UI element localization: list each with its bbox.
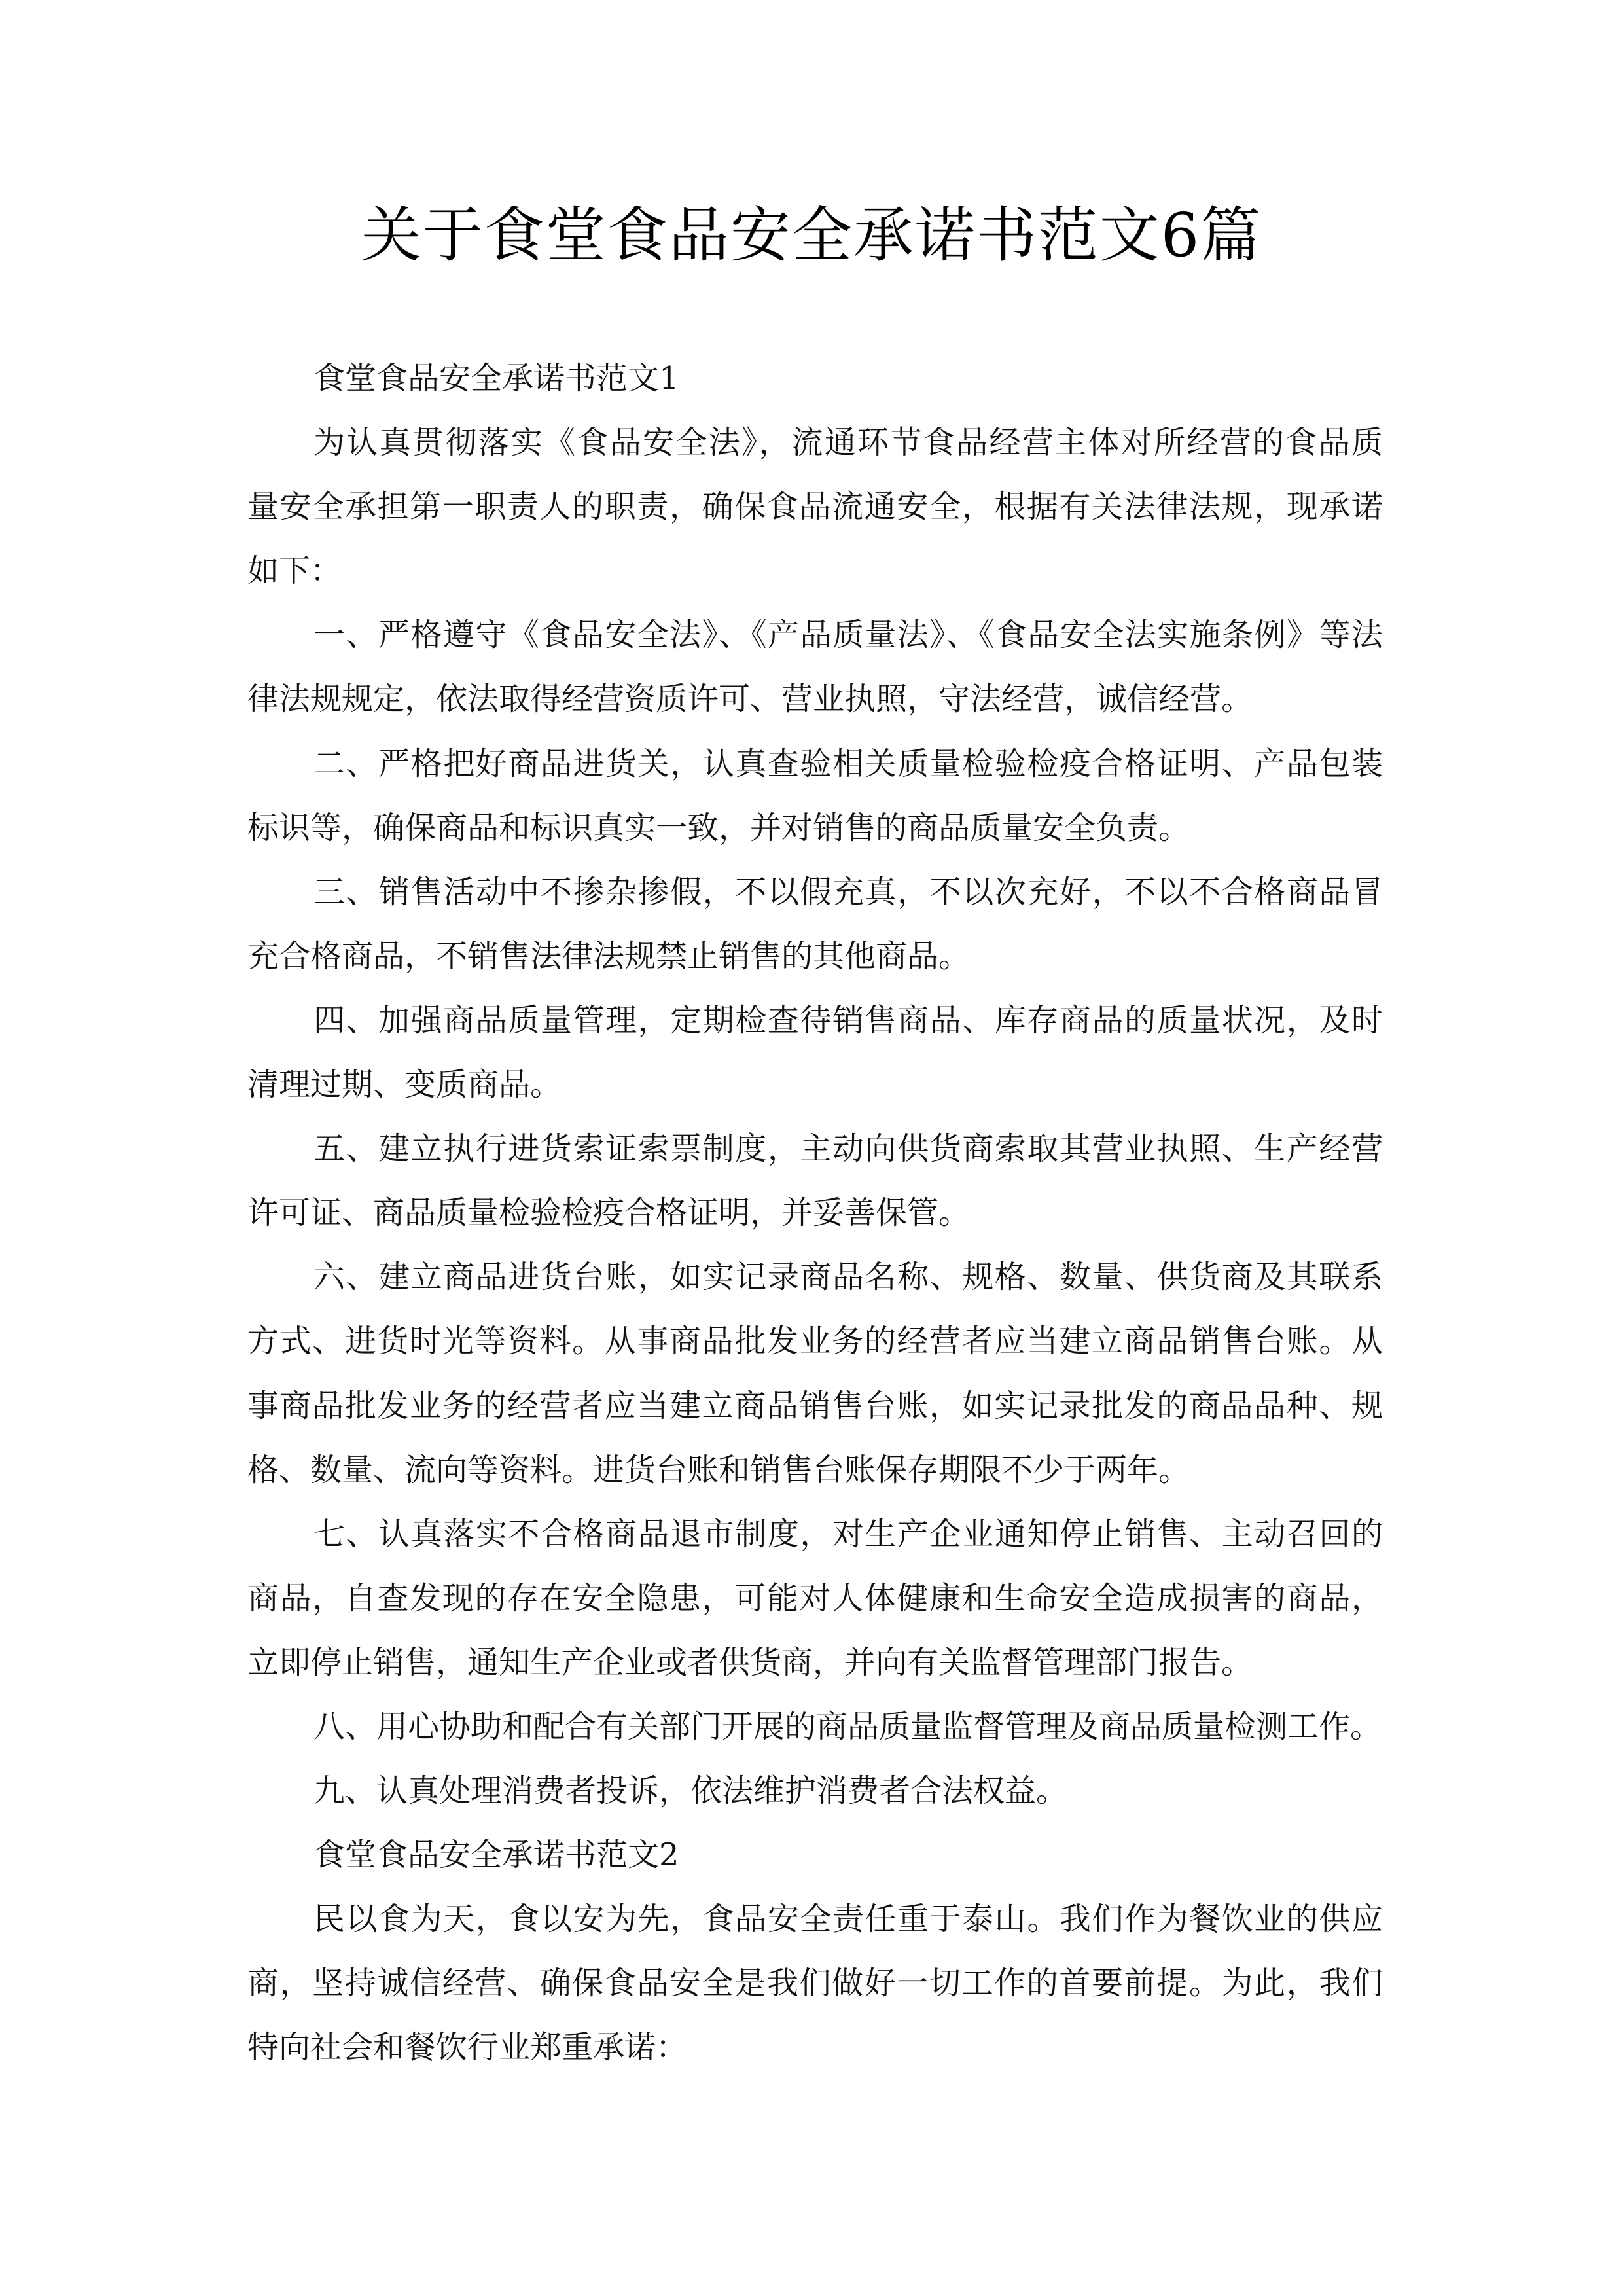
paragraph-line: 清理过期、变质商品。 <box>247 1066 562 1103</box>
paragraph-line: 商品，自查发现的存在安全隐患，可能对人体健康和生命安全造成损害的商品， <box>247 1579 1383 1617</box>
paragraph-line: 三、销售活动中不掺杂掺假，不以假充真，不以次充好，不以不合格商品冒 <box>313 873 1383 910</box>
paragraph-line: 一、严格遵守《食品安全法》、《产品质量法》、《食品安全法实施条例》等法 <box>313 617 1383 654</box>
paragraph <box>247 410 1383 603</box>
paragraph-line: 特向社会和餐饮行业郑重承诺： <box>247 2029 688 2066</box>
paragraph <box>247 860 1383 988</box>
paragraph <box>247 1245 1383 1501</box>
paragraph <box>247 603 1383 731</box>
paragraph-line: 许可证、商品质量检验检疫合格证明，并妥善保管。 <box>247 1194 971 1232</box>
paragraph-line: 五、建立执行进货索证索票制度，主动向供货商索取其营业执照、生产经营 <box>313 1130 1383 1168</box>
paragraph-line: 标识等，确保商品和标识真实一致，并对销售的商品质量安全负责。 <box>247 809 1190 846</box>
paragraph-line: 四、加强商品质量管理，定期检查待销售商品、库存商品的质量状况，及时 <box>313 1001 1383 1039</box>
paragraph <box>247 346 1383 410</box>
paragraph-line: 如下： <box>247 552 342 590</box>
paragraph-line: 民以食为天，食以安为先，食品安全责任重于泰山。我们作为餐饮业的供应 <box>313 1901 1383 1938</box>
paragraph <box>247 1823 1383 1887</box>
document-body <box>247 346 1383 2080</box>
paragraph-line: 六、建立商品进货台账，如实记录商品名称、规格、数量、供货商及其联系 <box>313 1259 1383 1296</box>
paragraph-line: 商，坚持诚信经营、确保食品安全是我们做好一切工作的首要前提。为此，我们 <box>247 1965 1383 2002</box>
paragraph-line: 食堂食品安全承诺书范文2 <box>313 1837 679 1874</box>
paragraph <box>247 1117 1383 1245</box>
paragraph <box>247 1759 1383 1823</box>
paragraph-line: 充合格商品，不销售法律法规禁止销售的其他商品。 <box>247 937 971 975</box>
paragraph-line: 九、认真处理消费者投诉，依法维护消费者合法权益。 <box>313 1772 1068 1810</box>
document-title: 关于食堂食品安全承诺书范文6篇 <box>361 200 1262 270</box>
paragraph-line: 方式、进货时光等资料。从事商品批发业务的经营者应当建立商品销售台账。从 <box>247 1323 1383 1360</box>
paragraph <box>247 1695 1383 1759</box>
paragraph-line: 立即停止销售，通知生产企业或者供货商，并向有关监督管理部门报告。 <box>247 1643 1253 1681</box>
paragraph-line: 八、用心协助和配合有关部门开展的商品质量监督管理及商品质量检测工作。 <box>313 1708 1382 1745</box>
paragraph <box>247 1887 1383 2079</box>
paragraph-line: 二、严格把好商品进货关，认真查验相关质量检验检疫合格证明、产品包装 <box>313 745 1383 782</box>
paragraph-line: 七、认真落实不合格商品退市制度，对生产企业通知停止销售、主动召回的 <box>313 1515 1383 1552</box>
paragraph-line: 为认真贯彻落实《食品安全法》，流通环节食品经营主体对所经营的食品质 <box>313 424 1383 461</box>
paragraph-line: 律法规规定，依法取得经营资质许可、营业执照，守法经营，诚信经营。 <box>247 681 1253 718</box>
paragraph-line: 事商品批发业务的经营者应当建立商品销售台账，如实记录批发的商品品种、规 <box>247 1387 1383 1424</box>
paragraph <box>247 988 1383 1117</box>
paragraph-line: 格、数量、流向等资料。进货台账和销售台账保存期限不少于两年。 <box>247 1451 1190 1488</box>
paragraph <box>247 1502 1383 1695</box>
paragraph-line: 食堂食品安全承诺书范文1 <box>313 360 679 397</box>
paragraph <box>247 732 1383 860</box>
paragraph-line: 量安全承担第一职责人的职责，确保食品流通安全，根据有关法律法规，现承诺 <box>247 488 1383 526</box>
